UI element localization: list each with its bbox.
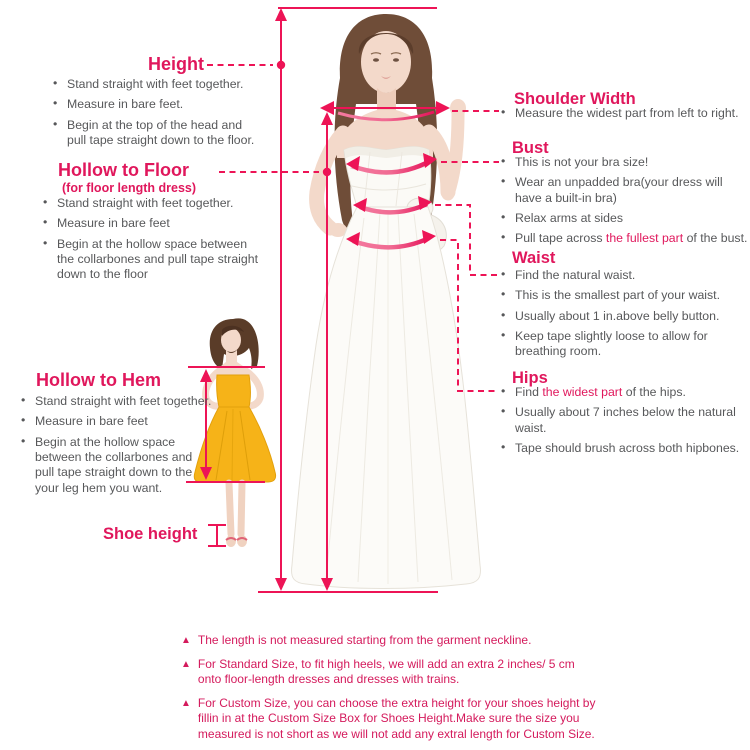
- note-item: [181, 696, 599, 743]
- height-bullets: [52, 77, 257, 153]
- waist-bullets: [500, 268, 744, 365]
- bullet-item: • Stand straight with feet together.: [20, 394, 212, 409]
- bust-bullets: [500, 155, 750, 252]
- bullet-item: • Find the natural waist.: [500, 268, 744, 283]
- bullet-item: • Measure in bare feet: [20, 414, 212, 429]
- note-text: The length is not measured starting from the garment neckline.: [197, 633, 532, 647]
- note-item: [181, 633, 599, 649]
- note-text: For Custom Size, you can choose the extra height for your shoes height by fillin in at the Custom Size Box for Shoes Height.Make sure the size you measured is not short as we will not add any extral length for Custom Size.: [197, 695, 596, 741]
- hollow-to-hem-bullets: [20, 394, 212, 501]
- bullet-item: • Begin at the hollow space between the collarbones and pull tape straight down to the your leg hem you want.: [20, 435, 212, 496]
- bullet-item: • This is the smallest part of your waist.: [500, 288, 744, 303]
- waist-title: Waist: [512, 249, 556, 267]
- footer-notes: [181, 633, 599, 743]
- model-photo: [292, 14, 481, 589]
- bullet-item: • Usually about 1 in.above belly button.: [500, 309, 744, 324]
- bullet-item: • Measure in bare feet.: [52, 97, 257, 112]
- note-text: For Standard Size, to fit high heels, we will add an extra 2 inches/ 5 cm onto floor-length dresses and dresses with trains.: [197, 656, 575, 687]
- shoulder-width-title: Shoulder Width: [514, 90, 636, 108]
- bullet-item: • Stand straight with feet together.: [42, 196, 260, 211]
- height-anchor-dot: [277, 61, 285, 69]
- shoulder-width-bullets: [500, 106, 748, 126]
- hollow-to-hem-title: Hollow to Hem: [36, 370, 161, 390]
- warning-triangle-icon: ▲: [181, 697, 191, 709]
- bullet-item: • Begin at the top of the head and pull tape straight down to the floor.: [52, 118, 257, 149]
- bullet-item: • Begin at the hollow space between the collarbones and pull tape straight down to the floor: [42, 237, 260, 283]
- bullet-item: • Wear an unpadded bra(your dress will have a built-in bra): [500, 175, 750, 206]
- shoe-height-title: Shoe height: [103, 525, 198, 543]
- hollow-to-floor-bullets: [42, 196, 260, 288]
- bullet-item: • Relax arms at sides: [500, 211, 750, 226]
- bullet-item: • Measure the widest part from left to right.: [500, 106, 748, 121]
- bullet-item: • Stand straight with feet together.: [52, 77, 257, 92]
- bust-title: Bust: [512, 139, 549, 157]
- bullet-item: • Usually about 7 inches below the natural waist.: [500, 405, 750, 436]
- bullet-item: • Find the widest part of the hips.: [500, 385, 750, 400]
- note-item: [181, 657, 599, 688]
- bullet-item: • Keep tape slightly loose to allow for breathing room.: [500, 329, 744, 360]
- bullet-item: • Measure in bare feet: [42, 216, 260, 231]
- bullet-item: • Tape should brush across both hipbones.: [500, 441, 750, 456]
- bullet-item: • This is not your bra size!: [500, 155, 750, 170]
- warning-triangle-icon: ▲: [181, 658, 191, 670]
- bullet-item: • Pull tape across the fullest part of the bust.: [500, 231, 750, 246]
- hollow-anchor-dot: [323, 168, 331, 176]
- highlighted-text: the widest part: [542, 385, 623, 399]
- hollow-to-floor-subtitle: (for floor length dress): [62, 181, 197, 195]
- gown-skirt: [292, 207, 481, 589]
- hollow-to-floor-title: Hollow to Floor: [58, 160, 189, 180]
- shoe-height-bracket: [208, 525, 226, 546]
- yellow-dress-bodice: [217, 375, 251, 407]
- highlighted-text: the fullest part: [605, 231, 684, 246]
- hips-title: Hips: [512, 369, 548, 387]
- height-title: Height: [148, 54, 204, 74]
- warning-triangle-icon: ▲: [181, 635, 191, 646]
- hips-bullets: [500, 385, 750, 461]
